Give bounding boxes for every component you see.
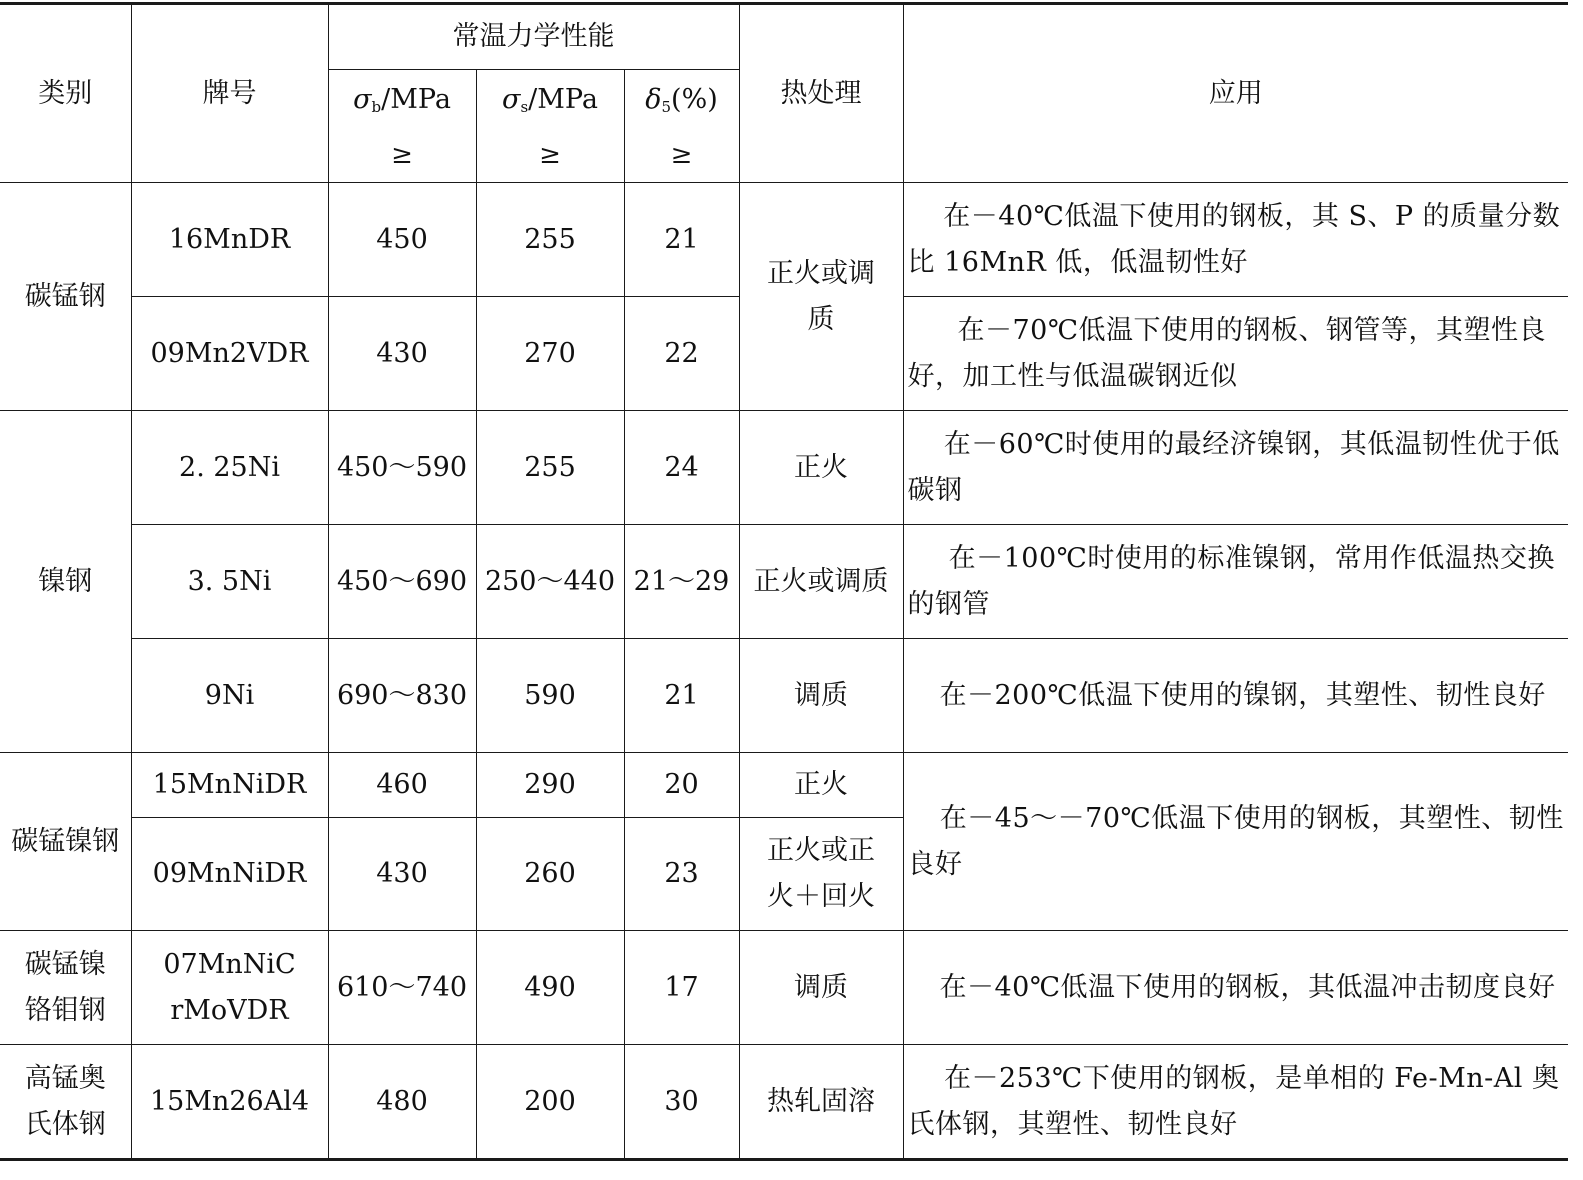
- delta-cell: 21: [624, 639, 739, 753]
- sigma-s-cell: 590: [476, 639, 624, 753]
- sigma-b-cell: 610～740: [328, 931, 476, 1045]
- delta-cell: 21: [624, 183, 739, 297]
- sigma-b-cell: 460: [328, 753, 476, 818]
- sigma-b-unit: /MPa: [381, 83, 451, 115]
- grade-cell: 07MnNiCrMoVDR: [131, 931, 328, 1045]
- sigma-s-cell: 270: [476, 297, 624, 411]
- heat-treatment-cell: 正火或正火＋回火: [739, 818, 903, 931]
- heat-treatment-cell: 正火或调质: [739, 525, 903, 639]
- application-cell: 在－40℃低温下使用的钢板，其 S、P 的质量分数比 16MnR 低，低温韧性好: [903, 183, 1568, 297]
- application-cell: 在－200℃低温下使用的镍钢，其塑性、韧性良好: [903, 639, 1568, 753]
- sigma-b-cell: 450～590: [328, 411, 476, 525]
- category-cell: 碳锰钢: [0, 183, 131, 411]
- grade-cell: 09Mn2VDR: [131, 297, 328, 411]
- delta-unit: (%): [671, 83, 718, 115]
- sigma-b-cell: 430: [328, 297, 476, 411]
- sigma-s-symbol: σ: [502, 83, 521, 115]
- table-row: [0, 1045, 1568, 1160]
- delta-subscript: 5: [661, 97, 672, 116]
- application-cell: 在－60℃时使用的最经济镍钢，其低温韧性优于低碳钢: [903, 411, 1568, 525]
- delta-cell: 22: [624, 297, 739, 411]
- delta-cell: 21～29: [624, 525, 739, 639]
- header-heat-treatment: 热处理: [739, 4, 903, 183]
- delta-cell: 17: [624, 931, 739, 1045]
- header-grade: 牌号: [131, 4, 328, 183]
- grade-cell: 09MnNiDR: [131, 818, 328, 931]
- sigma-s-cell: 200: [476, 1045, 624, 1160]
- sigma-b-cell: 690～830: [328, 639, 476, 753]
- table-row: [0, 183, 1568, 297]
- heat-treatment-cell: 正火: [739, 411, 903, 525]
- category-cell: 碳锰镍铬钼钢: [0, 931, 131, 1045]
- sigma-s-cell: 260: [476, 818, 624, 931]
- heat-treatment-cell: 调质: [739, 639, 903, 753]
- table-row: [0, 525, 1568, 639]
- steel-properties-table: [0, 2, 1568, 1161]
- heat-treatment-cell: 调质: [739, 931, 903, 1045]
- sigma-b-geq: ≥: [391, 139, 413, 170]
- grade-cell: 15Mn26Al4: [131, 1045, 328, 1160]
- heat-treatment-cell: 热轧固溶: [739, 1045, 903, 1160]
- table-row: [0, 639, 1568, 753]
- sigma-s-cell: 255: [476, 183, 624, 297]
- sigma-s-cell: 250～440: [476, 525, 624, 639]
- header-category: 类别: [0, 4, 131, 183]
- delta-symbol: δ: [645, 83, 662, 115]
- sigma-b-cell: 450～690: [328, 525, 476, 639]
- application-cell: 在－45～－70℃低温下使用的钢板，其塑性、韧性良好: [903, 753, 1568, 931]
- application-cell: 在－40℃低温下使用的钢板，其低温冲击韧度良好: [903, 931, 1568, 1045]
- header-sigma-b: [328, 70, 476, 183]
- sigma-b-cell: 450: [328, 183, 476, 297]
- sigma-s-cell: 290: [476, 753, 624, 818]
- sigma-s-subscript: s: [520, 97, 529, 116]
- delta-geq: ≥: [670, 139, 693, 170]
- application-cell: 在－253℃下使用的钢板，是单相的 Fe-Mn-Al 奥氏体钢，其塑性、韧性良好: [903, 1045, 1568, 1160]
- delta-cell: 30: [624, 1045, 739, 1160]
- sigma-s-cell: 490: [476, 931, 624, 1045]
- sigma-s-unit: /MPa: [528, 83, 598, 115]
- grade-cell: 3. 5Ni: [131, 525, 328, 639]
- application-cell: 在－100℃时使用的标准镍钢，常用作低温热交换的钢管: [903, 525, 1568, 639]
- category-cell: 镍钢: [0, 411, 131, 753]
- grade-cell: 15MnNiDR: [131, 753, 328, 818]
- grade-cell: 16MnDR: [131, 183, 328, 297]
- heat-treatment-cell: 正火: [739, 753, 903, 818]
- sigma-b-cell: 430: [328, 818, 476, 931]
- category-cell: 碳锰镍钢: [0, 753, 131, 931]
- sigma-b-subscript: b: [371, 97, 382, 116]
- header-properties-group: 常温力学性能: [328, 4, 739, 70]
- grade-cell: 9Ni: [131, 639, 328, 753]
- sigma-s-geq: ≥: [539, 139, 561, 170]
- sigma-b-symbol: σ: [353, 83, 372, 115]
- table-row: [0, 411, 1568, 525]
- table-row: [0, 931, 1568, 1045]
- grade-cell: 2. 25Ni: [131, 411, 328, 525]
- delta-cell: 20: [624, 753, 739, 818]
- header-application: 应用: [903, 4, 1568, 183]
- delta-cell: 23: [624, 818, 739, 931]
- table-row: [0, 753, 1568, 818]
- header-delta: [624, 70, 739, 183]
- delta-cell: 24: [624, 411, 739, 525]
- sigma-s-cell: 255: [476, 411, 624, 525]
- header-row-1: [0, 4, 1568, 70]
- sigma-b-cell: 480: [328, 1045, 476, 1160]
- category-cell: 高锰奥氏体钢: [0, 1045, 131, 1160]
- application-cell: 在－70℃低温下使用的钢板、钢管等，其塑性良好，加工性与低温碳钢近似: [903, 297, 1568, 411]
- heat-treatment-cell: 正火或调质: [739, 183, 903, 411]
- header-sigma-s: [476, 70, 624, 183]
